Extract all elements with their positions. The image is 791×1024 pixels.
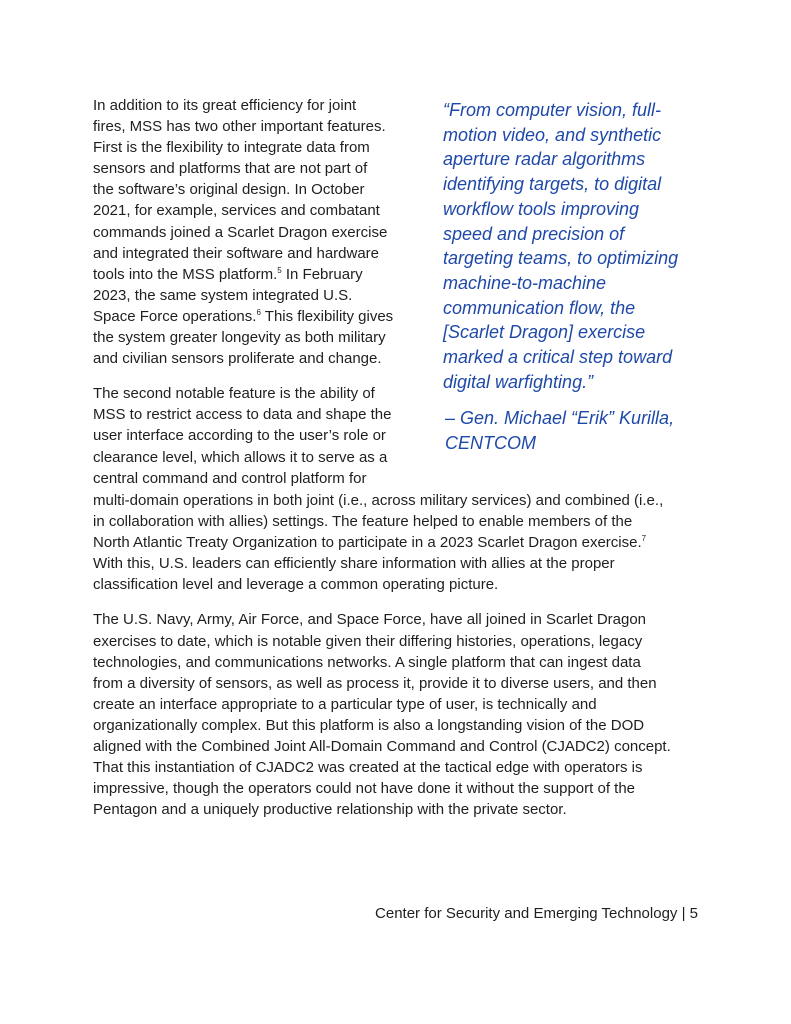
- text-line: [93, 532, 713, 553]
- quote-line: digital warfighting.”: [443, 371, 594, 392]
- quote-text: [443, 98, 713, 394]
- text-line: fires, MSS has two other important features.: [93, 118, 386, 136]
- quote-line: aperture radar algorithms: [443, 149, 646, 170]
- text-run: North Atlantic Treaty Organization to participate in a 2023 Scarlet Dragon exercise.: [93, 534, 642, 552]
- text-line: central command and control platform for: [93, 469, 367, 487]
- quote-line: “From computer vision, full-: [443, 100, 662, 120]
- text-line: commands joined a Scarlet Dragon exercise: [93, 223, 388, 241]
- paragraph-access-control-continued: [93, 490, 713, 595]
- text-run: Space Force operations.: [93, 307, 257, 325]
- full-width-section: [93, 490, 713, 820]
- text-line: In addition to its great efficiency for joint: [93, 97, 357, 114]
- text-line: exercises to date, which is notable given their differing histories, operations, legacy: [93, 632, 643, 650]
- paragraph-scarlet-dragon-services: [93, 609, 713, 820]
- paragraph-mss-flexibility: [93, 95, 413, 369]
- text-line: [93, 264, 413, 285]
- pull-quote: [443, 98, 713, 456]
- text-line: The U.S. Navy, Army, Air Force, and Space Force, have all joined in Scarlet Dragon: [93, 611, 647, 629]
- text-line: That this instantiation of CJADC2 was created at the tactical edge with operators is: [93, 759, 643, 777]
- quote-line: marked a critical step toward: [443, 347, 673, 368]
- text-line: in collaboration with allies) settings. The feature helped to enable members of the: [93, 513, 633, 531]
- text-line: and integrated their software and hardware: [93, 244, 380, 262]
- text-line: and civilian sensors proliferate and change.: [93, 350, 382, 368]
- quote-line: machine-to-machine: [443, 272, 607, 293]
- text-line: from a diversity of sensors, as well as process it, provide it to diverse users, and then: [93, 674, 657, 692]
- footnote-ref-7[interactable]: 7: [641, 534, 647, 544]
- footnote-ref-5[interactable]: 5: [277, 265, 282, 275]
- text-line: 2021, for example, services and combatant: [93, 202, 380, 220]
- text-line: multi-domain operations in both joint (i.e., across military services) and combined (i.e.,: [93, 492, 664, 509]
- text-run: tools into the MSS platform.: [93, 265, 278, 283]
- text-line: clearance level, which allows it to serve as a: [93, 448, 388, 466]
- text-line: create an interface appropriate to a particular type of user, is technically and: [93, 695, 597, 713]
- text-line: First is the flexibility to integrate data from: [93, 139, 370, 157]
- text-line: classification level and leverage a common operating picture.: [93, 576, 499, 594]
- page-number: 5: [689, 905, 698, 922]
- text-line: organizationally complex. But this platform is also a longstanding vision of the DOD: [93, 716, 645, 734]
- footer-org: Center for Security and Emerging Technology: [375, 905, 678, 922]
- footer-separator: |: [677, 905, 690, 922]
- quote-line: communication flow, the: [443, 297, 636, 318]
- text-line: 2023, the same system integrated U.S.: [93, 286, 353, 304]
- page-footer: [375, 905, 698, 922]
- text-line: aligned with the Combined Joint All-Domain Command and Control (CJADC2) concept.: [93, 738, 671, 756]
- text-line: sensors and platforms that are not part of: [93, 160, 368, 178]
- quote-attribution: [443, 406, 713, 455]
- attribution-line: CENTCOM: [445, 433, 536, 454]
- quote-line: workflow tools improving: [443, 198, 640, 219]
- text-run: In February: [281, 265, 363, 283]
- text-run: This flexibility gives: [260, 307, 394, 325]
- left-column: [93, 95, 413, 489]
- quote-line: motion video, and synthetic: [443, 124, 662, 145]
- quote-line: targeting teams, to optimizing: [443, 248, 679, 269]
- text-line: MSS to restrict access to data and shape the: [93, 406, 392, 424]
- quote-line: [Scarlet Dragon] exercise: [443, 322, 646, 343]
- text-line: Pentagon and a uniquely productive relationship with the private sector.: [93, 801, 567, 819]
- text-line: technologies, and communications networks. A single platform that can ingest data: [93, 653, 641, 671]
- quote-line: identifying targets, to digital: [443, 174, 662, 195]
- paragraph-access-control: [93, 383, 413, 488]
- footnote-ref-6[interactable]: 6: [256, 307, 261, 317]
- text-line: the software’s original design. In October: [93, 181, 365, 199]
- attribution-line: – Gen. Michael “Erik” Kurilla,: [445, 408, 675, 429]
- text-line: impressive, though the operators could not have done it without the support of the: [93, 780, 636, 798]
- text-line: the system greater longevity as both military: [93, 329, 386, 347]
- text-line: [93, 306, 413, 327]
- text-line: The second notable feature is the ability of: [93, 385, 375, 403]
- text-line: With this, U.S. leaders can efficiently share information with allies at the proper: [93, 555, 615, 573]
- text-line: user interface according to the user’s role or: [93, 427, 386, 445]
- quote-line: speed and precision of: [443, 223, 625, 244]
